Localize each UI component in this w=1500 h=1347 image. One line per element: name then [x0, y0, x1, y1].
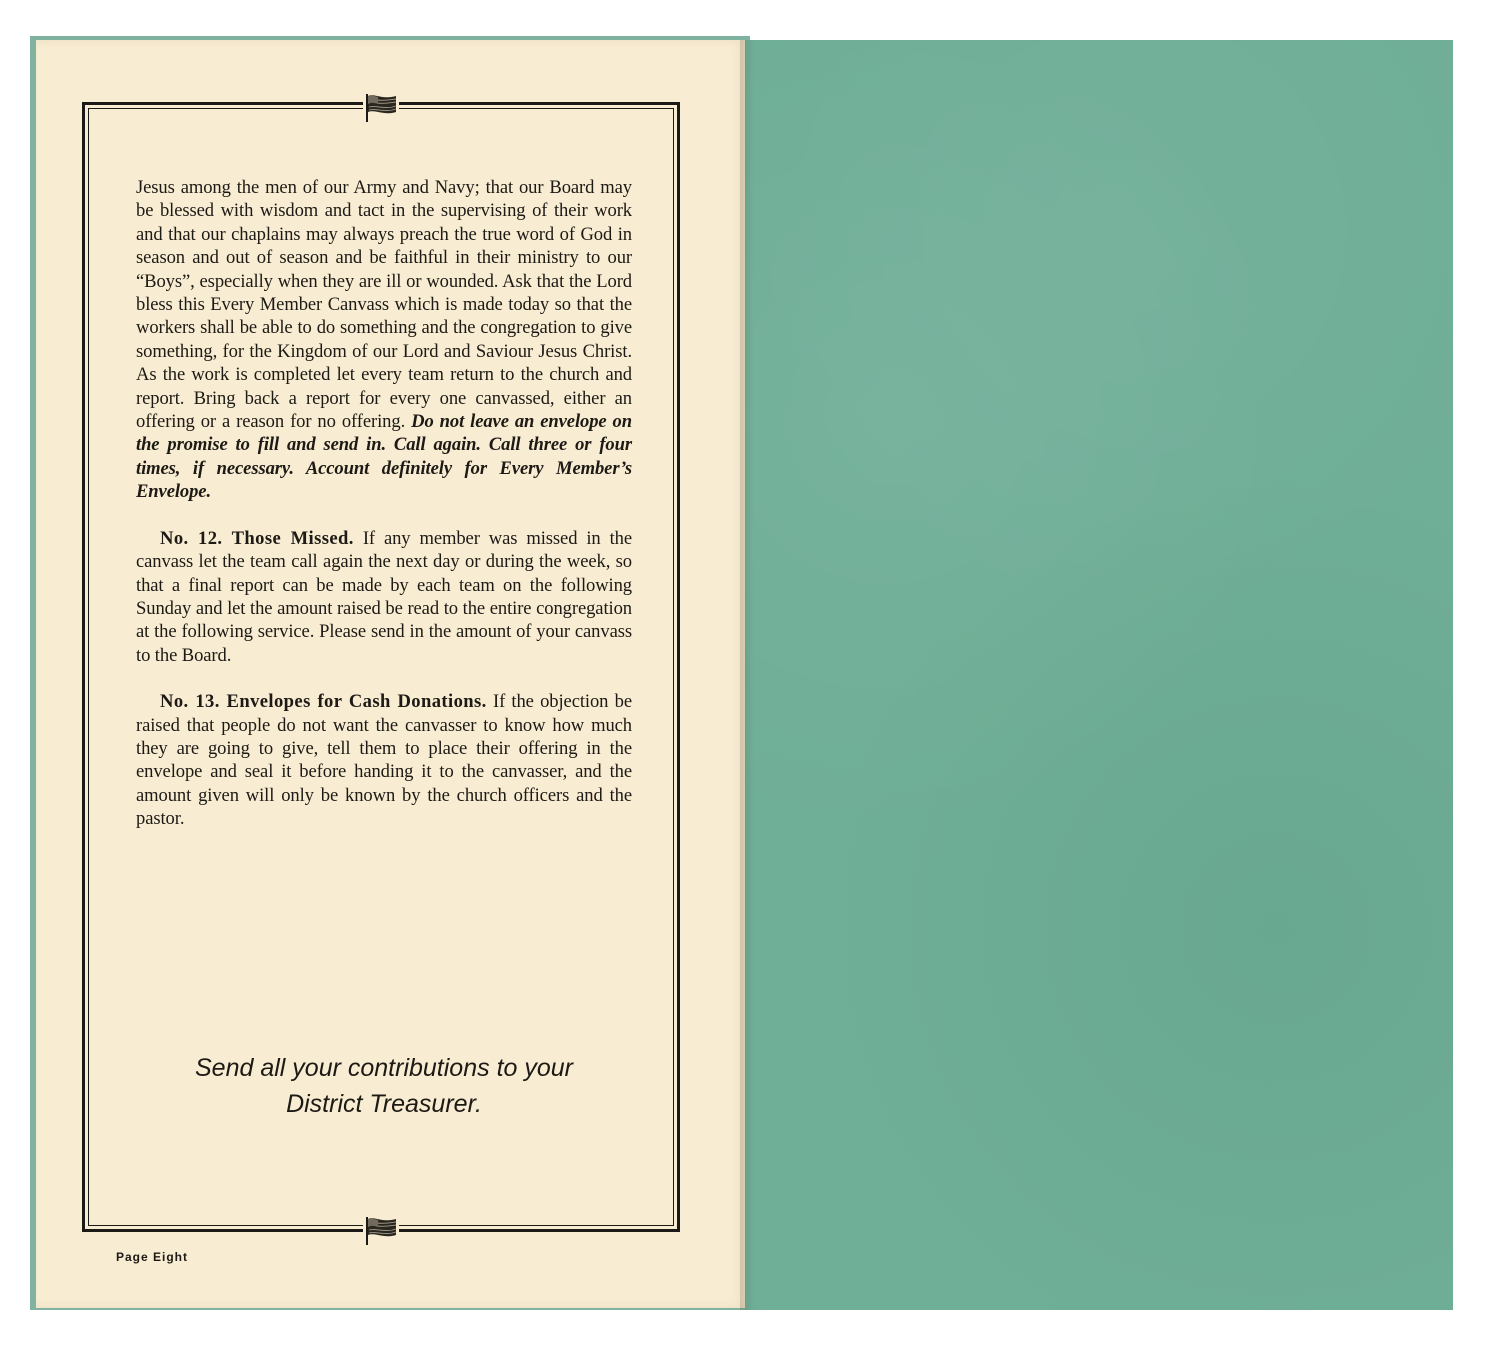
paragraph-prayer: [136, 176, 632, 504]
closing-line-2: District Treasurer.: [286, 1090, 482, 1118]
paragraph-prayer-text: Jesus among the men of our Army and Navy; that our Board may be blessed with wisdom and tact in the supervising of their work and that our chaplains may always preach the true word of God in season and out of season and be faithful in their ministry to our “Boys”, especially when they are ill or wounded. Ask that the Lord bless this Every Member Canvass which is made today so that the workers shall be able to do something and the congregation to give something, for the Kingdom of our Lord and Saviour Jesus Christ. As the work is completed let every team return to the church and report. Bring back a report for every one canvassed, either an offering or a reason for no offering.: [136, 177, 632, 433]
flag-icon: [363, 92, 399, 124]
closing-instruction: [136, 1050, 632, 1122]
section-12-body: If any member was missed in the canvass let the team call again the next day or during the week, so that a final report can be made by each team on the following Sunday and let the amount raised be read to the entire congregation at the following service. Please send in the amount of your canvass to the Board.: [136, 527, 632, 666]
right-page-cover: [745, 40, 1453, 1310]
section-13-body: If the objection be raised that people do not want the canvasser to know how much they are going to give, tell them to place their offering in the envelope and seal it before handing it to the canvasser, and the amount given will only be known by the church officers and the pastor.: [136, 691, 632, 830]
spine-shadow: [740, 40, 754, 1310]
paragraph-prayer-emphasis: Do not leave an envelope on the promise to fill and send in. Call again. Call three or four times, if necessary. Account definitely for Every Member’s Envelope.: [136, 411, 632, 503]
flag-icon: [363, 1215, 399, 1247]
section-12: [136, 527, 632, 667]
section-13-heading: No. 13. Envelopes for Cash Donations.: [160, 691, 487, 713]
section-12-heading: No. 12. Those Missed.: [160, 527, 354, 549]
section-13: [136, 690, 632, 830]
body-text: [136, 176, 632, 831]
page-number: Page Eight: [116, 1250, 189, 1264]
closing-line-1: Send all your contributions to your: [195, 1054, 573, 1082]
